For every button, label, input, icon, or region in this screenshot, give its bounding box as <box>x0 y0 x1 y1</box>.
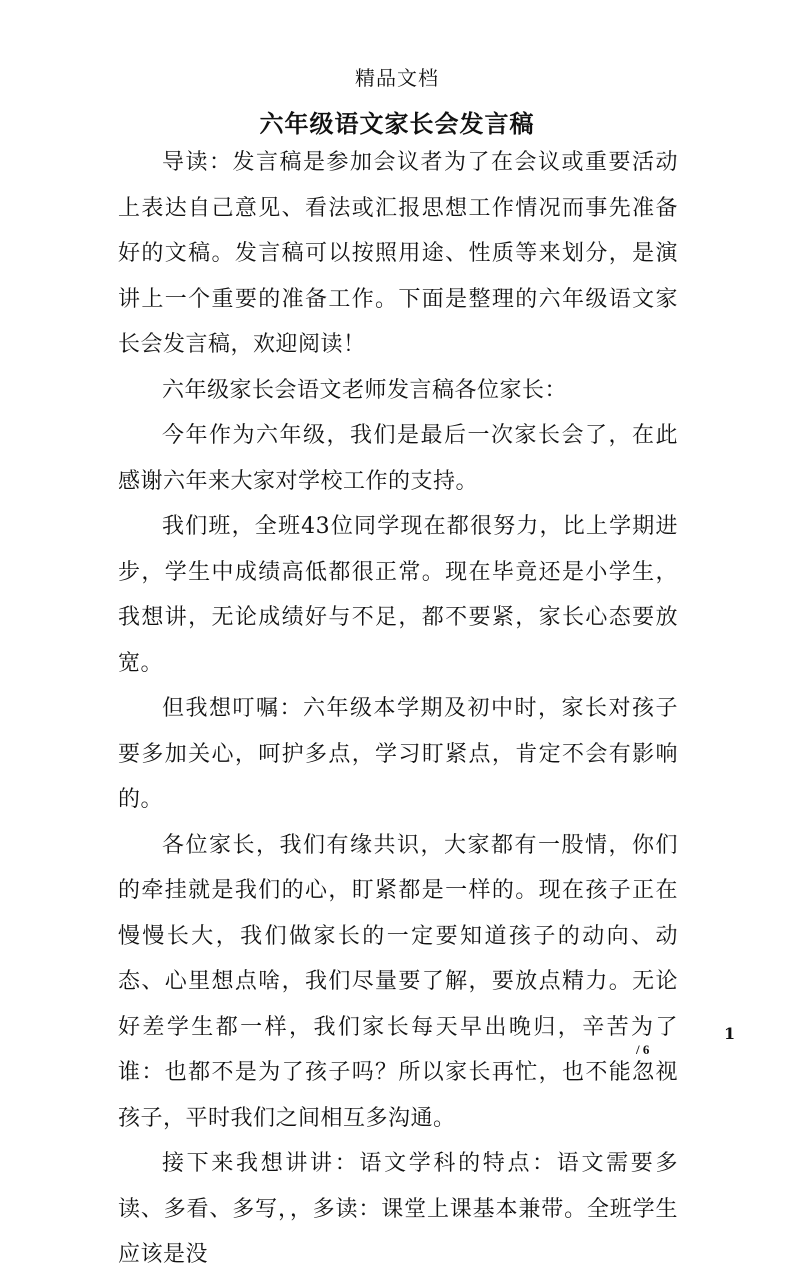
page-header: 精品文档 <box>355 66 439 90</box>
document-title: 六年级语文家长会发言稿 <box>259 109 535 138</box>
paragraph: 我们班，全班43位同学现在都很努力，比上学期进步，学生中成绩高低都很正常。现在毕竟还是小学生，我想讲，无论成绩好与不足，都不要紧，家长心态要放宽。 <box>118 514 678 676</box>
paragraph: 接下来我想讲讲：语文学科的特点：语文需要多读、多看、多写，，多读：课堂上课基本兼带。全班学生应该是没 <box>118 1151 678 1267</box>
page-number: 1 <box>724 1024 736 1043</box>
paragraph: 六年级家长会语文老师发言稿各位家长： <box>162 377 568 403</box>
paragraph: 今年作为六年级，我们是最后一次家长会了，在此感谢六年来大家对学校工作的支持。 <box>118 423 678 494</box>
paragraph: 各位家长，我们有缘共识，大家都有一股情，你们的牵挂就是我们的心，盯紧都是一样的。现在孩子正在慢慢长大，我们做家长的一定要知道孩子的动向、动态、心里想点啥，我们尽量要了解，要放点精力。无论好差学生都一样，我们家长每天早出晚归，辛苦为了谁：也都不是为了孩子吗？所以家长再忙，也不能忽视孩子，平时我们之间相互多沟通。 <box>118 832 678 1131</box>
paragraph: 但我想叮嘱：六年级本学期及初中时，家长对孩子要多加关心，呵护多点，学习盯紧点，肯定不会有影响的。 <box>118 696 678 812</box>
page-total: / 6 <box>636 1042 650 1057</box>
document-body <box>118 140 678 1278</box>
paragraph: 导读：发言稿是参加会议者为了在会议或重要活动上表达自己意见、看法或汇报思想工作情况而事先准备好的文稿。发言稿可以按照用途、性质等来划分，是演讲上一个重要的准备工作。下面是整理的六年级语文家长会发言稿，欢迎阅读！ <box>118 150 678 357</box>
